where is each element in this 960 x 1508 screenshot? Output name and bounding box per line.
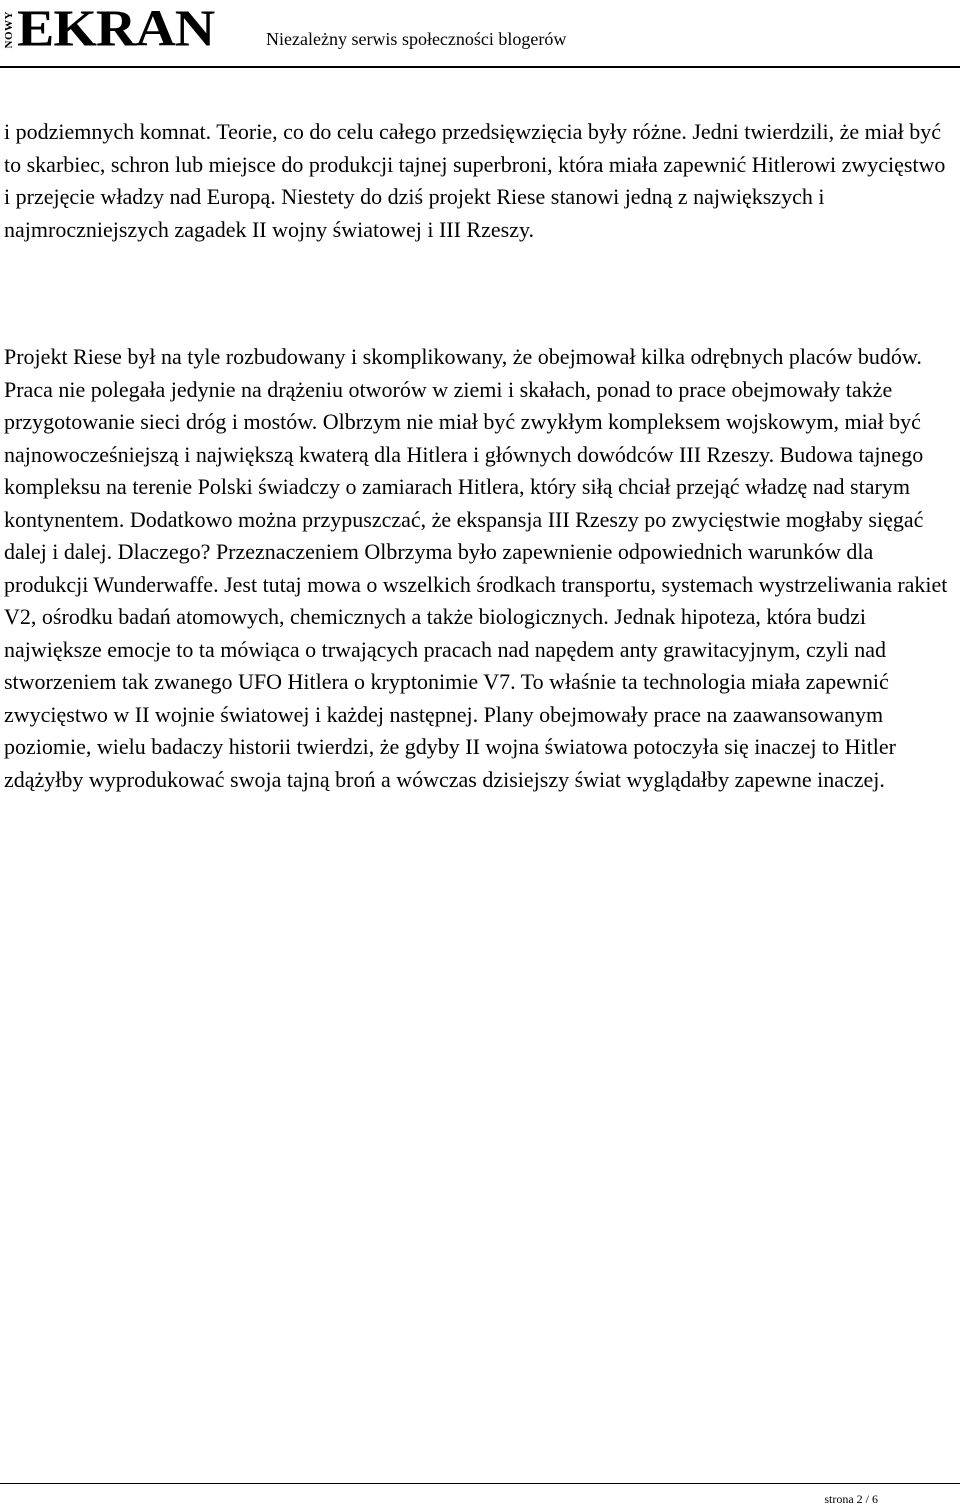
site-tagline: Niezależny serwis społeczności blogerów [266,29,567,49]
logo-small-text: NOWY [3,10,15,48]
article-body [4,116,954,796]
site-logo[interactable] [3,0,215,58]
page-header [0,0,960,68]
logo-main-text: EKRAN [17,0,215,58]
page-number: strona 2 / 6 [824,1492,878,1506]
header-divider [0,66,960,68]
article-paragraph-2: Projekt Riese był na tyle rozbudowany i skomplikowany, że obejmował kilka odrębnych placów budów. Praca nie polegała jedynie na drążeniu otworów w ziemi i skałach, ponad to prace obejmowały także przygotowanie sieci dróg i mostów. Olbrzym nie miał być zwykłym kompleksem wojskowym, miał być najnowocześniejszą i największą kwaterą dla Hitlera i głównych dowódców III Rzeszy. Budowa tajnego kompleksu na terenie Polski świadczy o zamiarach Hitlera, który siłą chciał przejąć władzę nad starym kontynentem. Dodatkowo można przypuszczać, że ekspansja III Rzeszy po zwycięstwie mogłaby sięgać dalej i dalej. Dlaczego? Przeznaczeniem Olbrzyma było zapewnienie odpowiednich warunków dla produkcji Wunderwaffe. Jest tutaj mowa o wszelkich środkach transportu, systemach wystrzeliwania rakiet V2, ośrodku badań atomowych, chemicznych a także biologicznych. Jednak hipoteza, która budzi największe emocje to ta mówiąca o trwających pracach nad napędem anty grawitacyjnym, czyli nad stworzeniem tak zwanego UFO Hitlera o kryptonimie V7. To właśnie ta technologia miała zapewnić zwycięstwo w II wojnie światowej i każdej następnej. Plany obejmowały prace na zaawansowanym poziomie, wielu badaczy historii twierdzi, że gdyby II wojna światowa potoczyła się inaczej to Hitler zdążyłby wyprodukować swoja tajną broń a wówczas dzisiejszy świat wyglądałby zapewne inaczej. [4,344,948,792]
article-paragraph-1: i podziemnych komnat. Teorie, co do celu całego przedsięwzięcia były różne. Jedni twierdzili, że miał być to skarbiec, schron lub miejsce do produkcji tajnej superbroni, która miała zapewnić Hitlerowi zwycięstwo i przejęcie władzy nad Europą. Niestety do dziś projekt Riese stanowi jedną z największych i najmroczniejszych zagadek II wojny światowej i III Rzeszy. [4,119,946,242]
footer-divider [0,1483,960,1484]
